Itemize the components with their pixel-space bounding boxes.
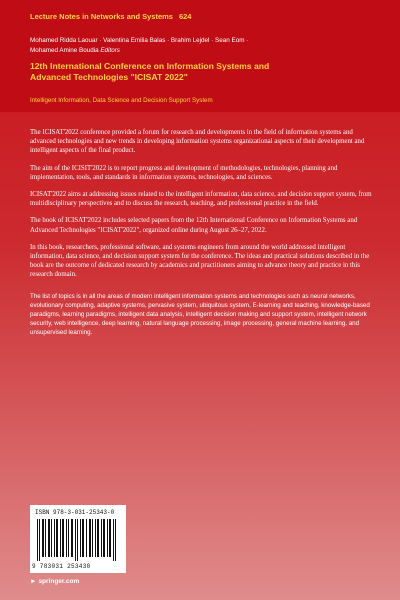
blurb-paragraph-3: ICISAT'2022 aims at addressing issues related to the intelligent information, data science, and decision support system, from multidisciplinary perspectives and to discuss the research, teaching, and professional practice in the field. xyxy=(30,191,372,208)
blurb-paragraph-4: The book of ICISAT'2022 includes selected papers from the 12th International Conference on Information Systems and Advanced Technologies "ICISAT'2022", organized online during August 26–27, 2022. xyxy=(30,217,358,234)
editors-line-1: Mohamed Ridda Laouar · Valentina Emilia Balas · Brahim Lejdel · Sean Eom · xyxy=(30,37,249,44)
book-title xyxy=(30,61,375,83)
editors-line-2 xyxy=(30,46,375,56)
barcode-number: 9 783031 253430 xyxy=(32,563,91,570)
publisher-link[interactable] xyxy=(30,578,79,585)
isbn-text: ISBN 978-3-031-25343-0 xyxy=(35,509,115,516)
blurb-paragraph-5: In this book, researchers, professional software, and systems engineers from around the world addressed intelligent information, data science, and decision support system for the conference. The ideas and practical solutions described in the book are the outcome of dedicated research by academics and practitioners aiming to advance theory and practice in this research domain. xyxy=(30,243,370,279)
title-line-1: 12th International Conference on Information Systems and xyxy=(30,61,270,71)
blurb-paragraph-2: The aim of the ICISIT'2022 is to report progress and development of methodologies, technologies, planning and implementation, tools, and standards in information systems, technologies, and sciences. xyxy=(30,164,338,181)
title-line-2: Advanced Technologies "ICISAT 2022" xyxy=(30,72,188,82)
barcode-box xyxy=(30,505,126,573)
blurb-paragraph-1: The ICISAT'2022 conference provided a forum for research and developments in the field of information systems and advanced technologies and new trends in developing information systems organizational aspects of their development and intelligent aspects of the final product. xyxy=(30,129,365,155)
series-line xyxy=(30,12,191,21)
editors-names-2: Mohamed Amine Boudia xyxy=(30,46,99,54)
editors-role: Editors xyxy=(100,46,120,54)
series-number: 624 xyxy=(178,12,192,21)
book-subtitle: Intelligent Information, Data Science and Decision Support System xyxy=(30,97,213,104)
arrow-icon: ► xyxy=(30,578,37,585)
barcode-icon xyxy=(37,519,119,561)
blurb xyxy=(30,128,375,346)
editors-block xyxy=(30,36,375,55)
series-name: Lecture Notes in Networks and Systems xyxy=(30,12,173,21)
publisher-url: springer.com xyxy=(38,578,80,585)
topics-paragraph: The list of topics is in all the areas of modern intelligent information systems and technologies such as neural networks, evolutionary computing, adaptive systems, pervasive system, ubiquitous system, E-learning and teaching, knowledge-based paradigms, learning paradigms, intelligent data analysis, intelligent decision making and support system, intelligent network security, web intelligence, deep learning, natural language processing, image processing, general machine learning, and unsupervised learning. xyxy=(30,292,370,337)
